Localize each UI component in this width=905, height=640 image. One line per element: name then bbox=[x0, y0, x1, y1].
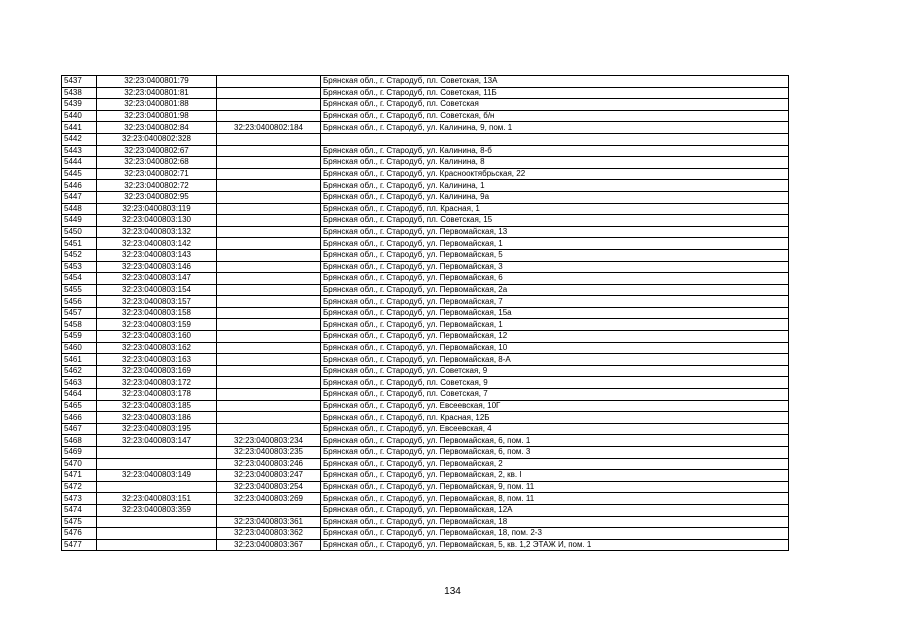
premises-cadastral-number-cell: 32:23:0400803:235 bbox=[217, 447, 321, 459]
table-row bbox=[62, 412, 789, 424]
table-row bbox=[62, 389, 789, 401]
row-number-cell: 5448 bbox=[62, 203, 97, 215]
cadastral-number-cell: 32:23:0400803:147 bbox=[97, 435, 217, 447]
premises-cadastral-number-cell bbox=[217, 354, 321, 366]
cadastral-number-cell: 32:23:0400802:84 bbox=[97, 122, 217, 134]
table-row bbox=[62, 226, 789, 238]
table-row bbox=[62, 331, 789, 343]
row-number-cell: 5453 bbox=[62, 261, 97, 273]
table-row bbox=[62, 365, 789, 377]
table-row bbox=[62, 261, 789, 273]
row-number-cell: 5463 bbox=[62, 377, 97, 389]
cadastral-number-cell: 32:23:0400802:328 bbox=[97, 133, 217, 145]
row-number-cell: 5442 bbox=[62, 133, 97, 145]
row-number-cell: 5456 bbox=[62, 296, 97, 308]
row-number-cell: 5440 bbox=[62, 110, 97, 122]
row-number-cell: 5443 bbox=[62, 145, 97, 157]
premises-cadastral-number-cell bbox=[217, 296, 321, 308]
premises-cadastral-number-cell: 32:23:0400803:361 bbox=[217, 516, 321, 528]
cadastral-number-cell: 32:23:0400803:157 bbox=[97, 296, 217, 308]
address-cell: Брянская обл., г. Стародуб, ул. Первомайская, 13 bbox=[321, 226, 789, 238]
premises-cadastral-number-cell bbox=[217, 157, 321, 169]
address-cell: Брянская обл., г. Стародуб, ул. Калинина, 9, пом. 1 bbox=[321, 122, 789, 134]
address-cell: Брянская обл., г. Стародуб, ул. Первомайская, 6, пом. 3 bbox=[321, 447, 789, 459]
row-number-cell: 5466 bbox=[62, 412, 97, 424]
premises-cadastral-number-cell bbox=[217, 145, 321, 157]
premises-cadastral-number-cell bbox=[217, 180, 321, 192]
table-row bbox=[62, 122, 789, 134]
row-number-cell: 5451 bbox=[62, 238, 97, 250]
table-row bbox=[62, 296, 789, 308]
address-cell: Брянская обл., г. Стародуб, пл. Советская, 15 bbox=[321, 215, 789, 227]
cadastral-number-cell: 32:23:0400803:147 bbox=[97, 273, 217, 285]
address-cell: Брянская обл., г. Стародуб, пл. Советская bbox=[321, 99, 789, 111]
row-number-cell: 5477 bbox=[62, 539, 97, 551]
cadastral-number-cell: 32:23:0400803:158 bbox=[97, 307, 217, 319]
premises-cadastral-number-cell bbox=[217, 400, 321, 412]
premises-cadastral-number-cell bbox=[217, 226, 321, 238]
row-number-cell: 5476 bbox=[62, 528, 97, 540]
cadastral-number-cell bbox=[97, 481, 217, 493]
cadastral-number-cell: 32:23:0400803:186 bbox=[97, 412, 217, 424]
row-number-cell: 5475 bbox=[62, 516, 97, 528]
table-row bbox=[62, 180, 789, 192]
premises-cadastral-number-cell bbox=[217, 203, 321, 215]
premises-cadastral-number-cell bbox=[217, 249, 321, 261]
row-number-cell: 5468 bbox=[62, 435, 97, 447]
cadastral-number-cell bbox=[97, 447, 217, 459]
premises-cadastral-number-cell bbox=[217, 412, 321, 424]
premises-cadastral-number-cell bbox=[217, 238, 321, 250]
table-row bbox=[62, 87, 789, 99]
address-cell: Брянская обл., г. Стародуб, ул. Первомайская, 5 bbox=[321, 249, 789, 261]
address-cell bbox=[321, 133, 789, 145]
row-number-cell: 5458 bbox=[62, 319, 97, 331]
table-row bbox=[62, 191, 789, 203]
cadastral-number-cell: 32:23:0400801:79 bbox=[97, 76, 217, 88]
cadastral-number-cell: 32:23:0400803:178 bbox=[97, 389, 217, 401]
table-row bbox=[62, 319, 789, 331]
cadastral-number-cell: 32:23:0400802:71 bbox=[97, 168, 217, 180]
table-row bbox=[62, 133, 789, 145]
address-cell: Брянская обл., г. Стародуб, ул. Первомайская, 10 bbox=[321, 342, 789, 354]
cadastral-number-cell: 32:23:0400803:172 bbox=[97, 377, 217, 389]
row-number-cell: 5459 bbox=[62, 331, 97, 343]
row-number-cell: 5464 bbox=[62, 389, 97, 401]
premises-cadastral-number-cell bbox=[217, 504, 321, 516]
table-row bbox=[62, 215, 789, 227]
premises-cadastral-number-cell bbox=[217, 87, 321, 99]
address-cell: Брянская обл., г. Стародуб, ул. Евсеевская, 4 bbox=[321, 423, 789, 435]
table-row bbox=[62, 481, 789, 493]
address-cell: Брянская обл., г. Стародуб, ул. Первомайская, 12А bbox=[321, 504, 789, 516]
row-number-cell: 5452 bbox=[62, 249, 97, 261]
premises-cadastral-number-cell: 32:23:0400803:246 bbox=[217, 458, 321, 470]
cadastral-number-cell bbox=[97, 516, 217, 528]
address-cell: Брянская обл., г. Стародуб, ул. Калинина, 8-б bbox=[321, 145, 789, 157]
table-row bbox=[62, 249, 789, 261]
row-number-cell: 5457 bbox=[62, 307, 97, 319]
premises-cadastral-number-cell bbox=[217, 342, 321, 354]
premises-cadastral-number-cell bbox=[217, 261, 321, 273]
premises-cadastral-number-cell bbox=[217, 110, 321, 122]
row-number-cell: 5472 bbox=[62, 481, 97, 493]
row-number-cell: 5473 bbox=[62, 493, 97, 505]
table-row bbox=[62, 203, 789, 215]
row-number-cell: 5474 bbox=[62, 504, 97, 516]
address-cell: Брянская обл., г. Стародуб, ул. Первомайская, 6, пом. 1 bbox=[321, 435, 789, 447]
address-cell: Брянская обл., г. Стародуб, ул. Первомайская, 8, пом. 11 bbox=[321, 493, 789, 505]
address-cell: Брянская обл., г. Стародуб, ул. Первомайская, 12 bbox=[321, 331, 789, 343]
cadastral-number-cell: 32:23:0400803:195 bbox=[97, 423, 217, 435]
row-number-cell: 5449 bbox=[62, 215, 97, 227]
address-cell: Брянская обл., г. Стародуб, ул. Первомайская, 8-А bbox=[321, 354, 789, 366]
cadastral-number-cell: 32:23:0400803:160 bbox=[97, 331, 217, 343]
row-number-cell: 5465 bbox=[62, 400, 97, 412]
address-cell: Брянская обл., г. Стародуб, ул. Первомайская, 18 bbox=[321, 516, 789, 528]
address-cell: Брянская обл., г. Стародуб, ул. Первомайская, 9, пом. 11 bbox=[321, 481, 789, 493]
row-number-cell: 5461 bbox=[62, 354, 97, 366]
address-cell: Брянская обл., г. Стародуб, ул. Первомайская, 2 bbox=[321, 458, 789, 470]
table-row bbox=[62, 110, 789, 122]
premises-cadastral-number-cell bbox=[217, 76, 321, 88]
address-cell: Брянская обл., г. Стародуб, пл. Советская, 9 bbox=[321, 377, 789, 389]
premises-cadastral-number-cell bbox=[217, 319, 321, 331]
address-cell: Брянская обл., г. Стародуб, ул. Первомайская, 2а bbox=[321, 284, 789, 296]
address-cell: Брянская обл., г. Стародуб, ул. Первомайская, 1 bbox=[321, 319, 789, 331]
row-number-cell: 5460 bbox=[62, 342, 97, 354]
premises-cadastral-number-cell: 32:23:0400803:362 bbox=[217, 528, 321, 540]
row-number-cell: 5437 bbox=[62, 76, 97, 88]
registry-table bbox=[61, 75, 789, 551]
address-cell: Брянская обл., г. Стародуб, пл. Красная, 1 bbox=[321, 203, 789, 215]
address-cell: Брянская обл., г. Стародуб, пл. Советская, 11Б bbox=[321, 87, 789, 99]
premises-cadastral-number-cell bbox=[217, 365, 321, 377]
row-number-cell: 5447 bbox=[62, 191, 97, 203]
premises-cadastral-number-cell bbox=[217, 273, 321, 285]
address-cell: Брянская обл., г. Стародуб, ул. Первомайская, 15а bbox=[321, 307, 789, 319]
premises-cadastral-number-cell bbox=[217, 284, 321, 296]
table-row bbox=[62, 435, 789, 447]
table-row bbox=[62, 400, 789, 412]
table-row bbox=[62, 307, 789, 319]
cadastral-number-cell: 32:23:0400803:185 bbox=[97, 400, 217, 412]
row-number-cell: 5446 bbox=[62, 180, 97, 192]
row-number-cell: 5469 bbox=[62, 447, 97, 459]
row-number-cell: 5445 bbox=[62, 168, 97, 180]
premises-cadastral-number-cell: 32:23:0400802:184 bbox=[217, 122, 321, 134]
cadastral-number-cell: 32:23:0400803:130 bbox=[97, 215, 217, 227]
cadastral-number-cell: 32:23:0400803:169 bbox=[97, 365, 217, 377]
cadastral-number-cell: 32:23:0400803:162 bbox=[97, 342, 217, 354]
cadastral-number-cell: 32:23:0400803:143 bbox=[97, 249, 217, 261]
premises-cadastral-number-cell: 32:23:0400803:367 bbox=[217, 539, 321, 551]
premises-cadastral-number-cell bbox=[217, 423, 321, 435]
premises-cadastral-number-cell bbox=[217, 377, 321, 389]
address-cell: Брянская обл., г. Стародуб, ул. Первомайская, 6 bbox=[321, 273, 789, 285]
cadastral-number-cell bbox=[97, 539, 217, 551]
premises-cadastral-number-cell bbox=[217, 215, 321, 227]
cadastral-number-cell bbox=[97, 528, 217, 540]
cadastral-number-cell bbox=[97, 458, 217, 470]
address-cell: Брянская обл., г. Стародуб, пл. Советская, б/н bbox=[321, 110, 789, 122]
premises-cadastral-number-cell bbox=[217, 307, 321, 319]
table-row bbox=[62, 354, 789, 366]
address-cell: Брянская обл., г. Стародуб, пл. Советская, 7 bbox=[321, 389, 789, 401]
row-number-cell: 5441 bbox=[62, 122, 97, 134]
table-row bbox=[62, 342, 789, 354]
address-cell: Брянская обл., г. Стародуб, ул. Первомайская, 5, кв. 1,2 ЭТАЖ И, пом. 1 bbox=[321, 539, 789, 551]
premises-cadastral-number-cell bbox=[217, 133, 321, 145]
table-row bbox=[62, 238, 789, 250]
cadastral-number-cell: 32:23:0400803:142 bbox=[97, 238, 217, 250]
address-cell: Брянская обл., г. Стародуб, ул. Первомайская, 3 bbox=[321, 261, 789, 273]
row-number-cell: 5455 bbox=[62, 284, 97, 296]
address-cell: Брянская обл., г. Стародуб, ул. Калинина, 9а bbox=[321, 191, 789, 203]
registry-table-body bbox=[62, 76, 789, 551]
table-row bbox=[62, 528, 789, 540]
address-cell: Брянская обл., г. Стародуб, ул. Евсеевская, 10Г bbox=[321, 400, 789, 412]
cadastral-number-cell: 32:23:0400803:159 bbox=[97, 319, 217, 331]
address-cell: Брянская обл., г. Стародуб, пл. Советская, 13А bbox=[321, 76, 789, 88]
cadastral-number-cell: 32:23:0400803:151 bbox=[97, 493, 217, 505]
cadastral-number-cell: 32:23:0400802:95 bbox=[97, 191, 217, 203]
premises-cadastral-number-cell: 32:23:0400803:254 bbox=[217, 481, 321, 493]
premises-cadastral-number-cell bbox=[217, 99, 321, 111]
row-number-cell: 5444 bbox=[62, 157, 97, 169]
table-row bbox=[62, 493, 789, 505]
address-cell: Брянская обл., г. Стародуб, пл. Красная, 12Б bbox=[321, 412, 789, 424]
cadastral-number-cell: 32:23:0400801:98 bbox=[97, 110, 217, 122]
row-number-cell: 5454 bbox=[62, 273, 97, 285]
address-cell: Брянская обл., г. Стародуб, ул. Калинина, 8 bbox=[321, 157, 789, 169]
table-row bbox=[62, 273, 789, 285]
table-row bbox=[62, 458, 789, 470]
page-number: 134 bbox=[444, 586, 461, 597]
cadastral-number-cell: 32:23:0400802:67 bbox=[97, 145, 217, 157]
address-cell: Брянская обл., г. Стародуб, ул. Первомайская, 7 bbox=[321, 296, 789, 308]
cadastral-number-cell: 32:23:0400803:132 bbox=[97, 226, 217, 238]
premises-cadastral-number-cell: 32:23:0400803:247 bbox=[217, 470, 321, 482]
table-row bbox=[62, 447, 789, 459]
cadastral-number-cell: 32:23:0400803:154 bbox=[97, 284, 217, 296]
cadastral-number-cell: 32:23:0400802:72 bbox=[97, 180, 217, 192]
premises-cadastral-number-cell bbox=[217, 191, 321, 203]
table-row bbox=[62, 76, 789, 88]
address-cell: Брянская обл., г. Стародуб, ул. Калинина, 1 bbox=[321, 180, 789, 192]
table-row bbox=[62, 145, 789, 157]
table-row bbox=[62, 168, 789, 180]
table-row bbox=[62, 284, 789, 296]
cadastral-number-cell: 32:23:0400803:149 bbox=[97, 470, 217, 482]
row-number-cell: 5471 bbox=[62, 470, 97, 482]
address-cell: Брянская обл., г. Стародуб, ул. Первомайская, 18, пом. 2-3 bbox=[321, 528, 789, 540]
table-row bbox=[62, 377, 789, 389]
row-number-cell: 5470 bbox=[62, 458, 97, 470]
premises-cadastral-number-cell: 32:23:0400803:269 bbox=[217, 493, 321, 505]
cadastral-number-cell: 32:23:0400803:146 bbox=[97, 261, 217, 273]
cadastral-number-cell: 32:23:0400802:68 bbox=[97, 157, 217, 169]
address-cell: Брянская обл., г. Стародуб, ул. Краснооктябрьская, 22 bbox=[321, 168, 789, 180]
cadastral-number-cell: 32:23:0400801:88 bbox=[97, 99, 217, 111]
table-row bbox=[62, 157, 789, 169]
address-cell: Брянская обл., г. Стародуб, ул. Советская, 9 bbox=[321, 365, 789, 377]
cadastral-number-cell: 32:23:0400803:359 bbox=[97, 504, 217, 516]
premises-cadastral-number-cell bbox=[217, 168, 321, 180]
cadastral-number-cell: 32:23:0400803:119 bbox=[97, 203, 217, 215]
table-row bbox=[62, 539, 789, 551]
cadastral-number-cell: 32:23:0400803:163 bbox=[97, 354, 217, 366]
row-number-cell: 5462 bbox=[62, 365, 97, 377]
table-row bbox=[62, 516, 789, 528]
row-number-cell: 5450 bbox=[62, 226, 97, 238]
row-number-cell: 5439 bbox=[62, 99, 97, 111]
premises-cadastral-number-cell bbox=[217, 331, 321, 343]
premises-cadastral-number-cell: 32:23:0400803:234 bbox=[217, 435, 321, 447]
row-number-cell: 5438 bbox=[62, 87, 97, 99]
table-row bbox=[62, 99, 789, 111]
row-number-cell: 5467 bbox=[62, 423, 97, 435]
cadastral-number-cell: 32:23:0400801:81 bbox=[97, 87, 217, 99]
premises-cadastral-number-cell bbox=[217, 389, 321, 401]
table-row bbox=[62, 504, 789, 516]
address-cell: Брянская обл., г. Стародуб, ул. Первомайская, 2, кв. I bbox=[321, 470, 789, 482]
address-cell: Брянская обл., г. Стародуб, ул. Первомайская, 1 bbox=[321, 238, 789, 250]
table-row bbox=[62, 423, 789, 435]
table-row bbox=[62, 470, 789, 482]
